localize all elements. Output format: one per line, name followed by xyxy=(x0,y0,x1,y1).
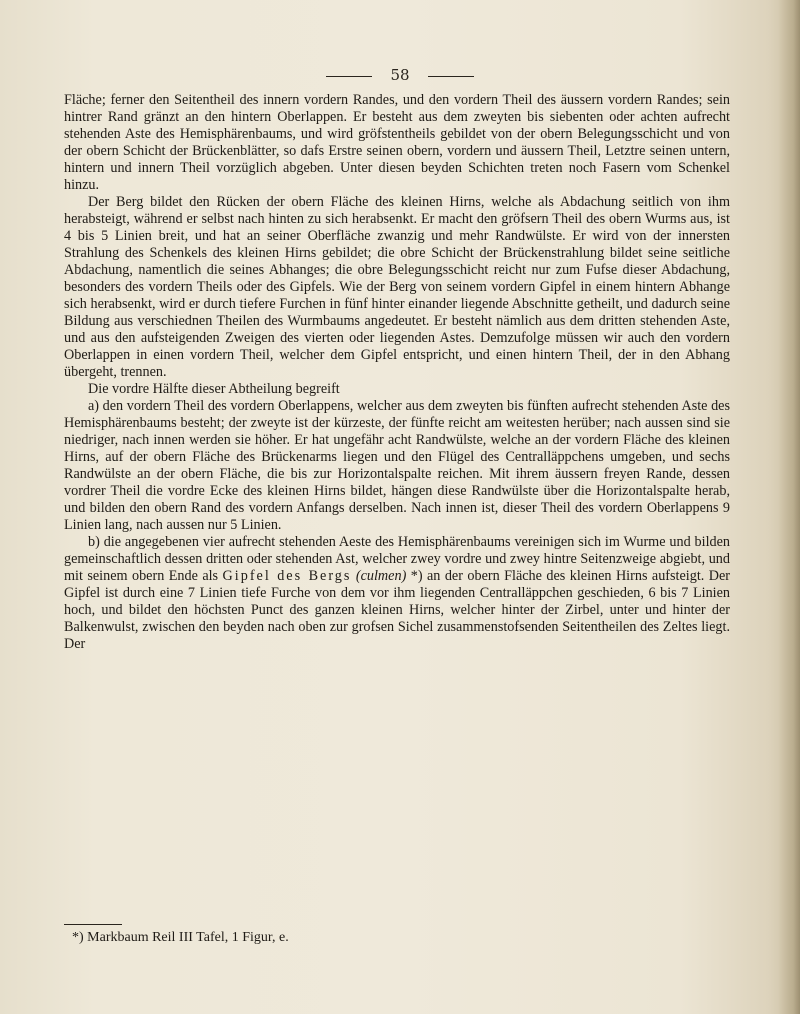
footnote-rule xyxy=(64,924,122,925)
page-number: 58 xyxy=(390,66,410,84)
page-edge-shadow xyxy=(778,0,800,1014)
paragraph-berg: Der Berg bildet den Rücken der obern Fläche des kleinen Hirns, welche als Abdachung seitlich von ihm herabsteigt, während er selbst nach hinten zu sich herabsenkt. Er macht den gröfsern Theil des obern Wurms aus, ist 4 bis 5 Linien breit, und hat an seiner Oberfläche zwanzig und mehr Randwülste. Er wird von der innersten Strahlung des Schenkels des kleinen Hirns gebildet; die obre Schicht der Brückenstrahlung bildet seine seitliche Abdachung, namentlich die seines Abhanges; die obre Belegungsschicht reicht nur zum Fufse dieser Abdachung, besonders des vordern Theils oder des Gipfels. Wie der Berg von seinem vordern Gipfel in einem hintern Abhange sich herabsenkt, wird er durch tiefere Furchen in fünf hinter einander liegende Abschnitte getheilt, und dadurch seine Bildung aus verschiednen Theilen des Wurmbaums angedeutet. Er besteht nämlich aus dem dritten stehenden Aste, und aus den aufsteigenden Zweigen des vierten oder liegenden Astes. Demzufolge müssen wir auch den vordern Oberlappen in einen vordern Theil, welcher dem Gipfel entspricht, und einen hintern Theil, der in den Abhang übergeht, trennen. xyxy=(64,194,730,380)
item-b-text-start: b) die angegebenen vier aufrecht stehenden Aeste des Hemisphärenbaums vereinigen sich im Wurme und bilden gemeinschaftlich dessen dritten oder stehenden Ast, welcher zwey vordre und zwey hintre Seitenzweige abgiebt, und mit seinem obern Ende als xyxy=(64,534,730,584)
page-header xyxy=(0,66,800,84)
paragraph-continuation: Fläche; ferner den Seitentheil des innern vordern Randes, und den vordern Theil des äussern vordern Randes; sein hintrer Rand gränzt an den hintern Oberlappen. Er besteht aus dem zweyten bis siebenten oder achten aufrecht stehenden Aste des Hemisphärenbaums, und wird gröfstentheils gebildet von der obern Belegungsschicht und von der obern Schicht der Brückenblätter, so dafs Erstre seinen obern, vordern und äussern Theil, Letztre seinen untern, hintern und innern Theil vorzüglich abgeben. Unter diesen beyden Schichten treten noch Fasern vom Schenkel hinzu. xyxy=(64,92,730,193)
paragraph-item-a: a) den vordern Theil des vordern Oberlappens, welcher aus dem zweyten bis fünften aufrecht stehenden Aste des Hemisphärenbaums besteht; der zweyte ist der kürzeste, der fünfte reicht am weitesten herüber; nach aussen sind sie niedriger, nach innen werden sie höher. Er hat ungefähr acht Randwülste, welche an der vordern Fläche des kleinen Hirns, auf der obern Fläche des Brückenarms liegen und den Flügel des Centralläppchens umgeben, und sechs Randwülste an der obern Fläche, die bis zur Horizontalspalte reichen. Mit ihrem äussern freyen Rande, dessen vordrer Theil die vordre Ecke des kleinen Hirns bildet, hängen diese Randwülste über die Horizontalspalte herab, und bilden den obern Rand des vordern Anfangs derselben. Nach innen ist, dieser Theil des vordern Oberlappens 9 Linien lang, nach aussen nur 5 Linien. xyxy=(64,398,730,533)
body-text xyxy=(64,92,730,653)
item-b-text-end: *) an der obern Fläche des kleinen Hirns aufsteigt. Der Gipfel ist durch eine 7 Linien tiefe Furche von dem vor ihm liegenden Centralläppchen geschieden, 6 bis 7 Linien hoch, und bildet den höchsten Punct des ganzen kleinen Hirns, welcher hinter der Zirbel, unter und hinter der Balkenwulst, zwischen den beyden nach oben zur grofsen Sichel zusammenstofsenden Seitentheilen des Zeltes liegt. Der xyxy=(64,568,731,652)
footnote: *) Markbaum Reil III Tafel, 1 Figur, e. xyxy=(72,930,289,945)
paragraph-vordre-haelfte: Die vordre Hälfte dieser Abtheilung begreift xyxy=(88,381,340,397)
header-rule-left xyxy=(326,76,372,77)
paragraph-item-b xyxy=(64,534,730,653)
term-culmen: (culmen) xyxy=(355,568,407,584)
header-rule-right xyxy=(428,76,474,77)
term-gipfel-des-bergs: Gipfel des Bergs xyxy=(222,568,352,584)
